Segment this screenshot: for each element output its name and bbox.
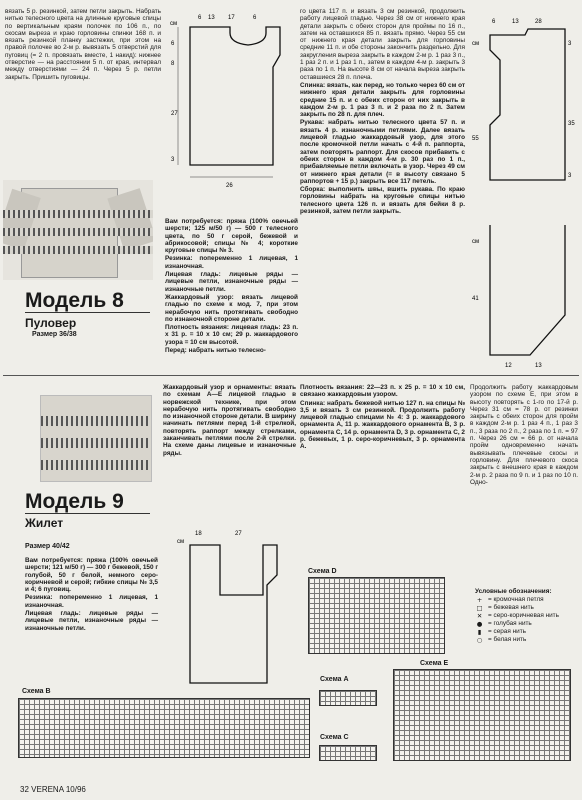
v-cm: см	[177, 539, 185, 545]
d1-side-1: 27	[171, 111, 178, 117]
scheme-b-label: Схема В	[22, 688, 51, 695]
d1-side-2: 8	[171, 61, 175, 67]
d2-side-4: 3	[568, 173, 572, 179]
d3-side: 41	[472, 296, 479, 302]
pullover-back-diagram	[470, 5, 580, 205]
model9-right-text: Продолжить работу жаккардовым узором по схеме Е, при этом в высоту повторять с 1-го по 17-й р. Через 31 см = 78 р. от резинки закрыть с обеих сторон для пройм в каждом 2-м р. 1 раз 4 п., 1 раз 3 п., 3 раза по 2 п., 2 раза по 1 п. = 97 п. Через 26 см = 66 р. от начала пройм одновременно начать вывязывать плечевые скосы и горловину. Для плечевого скоса закрыть с внешнего края в каждом 2-м р. 2 раза по 9 п. и 1 раз по 10 п. Одно-	[470, 384, 578, 486]
d1-bottom: 26	[226, 183, 233, 189]
scheme-a-label: Схема А	[320, 676, 349, 683]
d2-top-1: 6	[492, 19, 496, 25]
model9-title: Модель 9	[25, 490, 124, 513]
d2-cm: см	[472, 41, 480, 47]
d2-side-1: 3	[568, 41, 572, 47]
footer	[20, 785, 86, 794]
d1-top-4: 6	[253, 15, 257, 21]
model9-mid-text: Жаккардовый узор и орнаменты: вязать по схемам А—Е лицевой гладью в норвежской технике, при этом нерабочую нить протягивать свободно по изнаночной стороне детали. В ширину начинать петлями перед 1-й стрелкой, повторять раппорт между стрелками, заканчивать петлями после 2-й стрелки. На схеме даны лицевые и изнаночные ряды.	[163, 384, 296, 457]
d1-top-1: 6	[198, 15, 202, 21]
pullover-photo	[3, 180, 153, 280]
model8-size: Размер 36/38	[32, 331, 77, 338]
model8-subtitle: Пуловер	[25, 316, 77, 330]
legend-text-3: = голубая нить	[488, 620, 532, 627]
model9-text: Вам потребуется: пряжа (100% овечьей шерсти; 121 м/50 г) — 300 г бежевой, 150 г голубой, 50 г белой, немного серо-коричневой и серой; гибкие спицы № 3,5 и 4; 6 пуговиц. Резинка: попеременно 1 лицевая, 1 изнаночная. Лицевая гладь: лицевые ряды — лицевые петли, изнаночные ряды — изнаночные петли.	[25, 557, 158, 632]
magazine-name: VERENA 10/96	[31, 785, 86, 794]
left-top-text: вязать 5 р. резинкой, затем петли закрыть. Набрать нитью телесного цвета на длинные круговые спицы по вертикальным краям полочек по 106 п., по скосам выреза и краю горловины спинки 168 п. и вязать резинкой планку застежки, при этом на правой полочке во 2-м р. вывязать 5 отверстий для пуговиц (= 2 п. провязать вместе, 1 накид): нижнее отверстие — на расстоянии 5 п. от края, интервал между отверстиями — 24 п. Через 5 р. петли закрыть. Пришить пуговицы.	[5, 8, 161, 81]
d1-side-4: 3	[171, 157, 175, 163]
scheme-e-grid	[393, 669, 571, 761]
legend-text-5: = белая нить	[488, 636, 527, 643]
scheme-c-label: Схема С	[320, 734, 349, 741]
scheme-d-label: Схема D	[308, 568, 337, 575]
d1-top-2: 13	[208, 15, 215, 21]
legend-sym-1: □	[476, 604, 483, 612]
vest-diagram	[165, 515, 305, 690]
d2-side-3: 35	[568, 121, 575, 127]
d2-top-3: 28	[535, 19, 542, 25]
page-number: 32	[20, 785, 29, 794]
v-top-2: 27	[235, 531, 242, 537]
d1-top-3: 17	[228, 15, 235, 21]
legend-sym-5: ○	[476, 636, 483, 644]
model8-text: Вам потребуется: пряжа (100% овечьей шерсти; 125 м/50 г) — 500 г телесного цвета, по 50 г серой, бежевой и абрикосовой; спицы № 4; короткие круговые спицы № 3. Резинка: попеременно 1 лицевая, 1 изнаночная. Лицевая гладь: лицевые ряды — лицевые петли, изнаночные ряды — изнаночные петли. Жаккардовый узор: вязать лицевой гладью по схеме к мод. 7, при этом нерабочую нить протягивать свободно по изнаночной стороне детали. Плотность вязания: лицевая гладь: 23 п. х 31 р. = 10 х 10 см; 29 р. жаккардового узора = 10 см высотой. Перед: набрать нитью телесно-	[165, 218, 298, 355]
legend	[475, 588, 559, 644]
legend-sym-4: ▮	[477, 628, 482, 636]
scheme-b-grid	[18, 698, 310, 758]
sleeve-diagram	[470, 215, 580, 375]
legend-text-2: = серо-коричневая нить	[488, 612, 559, 619]
legend-text-0: = кромочная петля	[488, 596, 544, 603]
pullover-front-diagram	[168, 5, 293, 190]
d2-top-2: 13	[512, 19, 519, 25]
model9-mid-text-2: Плотность вязания: 22—23 п. х 25 р. = 10 х 10 см, связано жаккардовым узором. Спинка: набрать бежевой нитью 127 п. на спицы № 3,5 и вязать 3 см резинкой. Продолжить работу лицевой гладью спицами № 4: 3 р. жаккардового орнамента А, 11 р. жаккардового орнамента В, 3 р. орнамента С, 14 р. орнамента D, 3 р. орнамента С, 2 р. бежевых, 1 р. серо-коричневых, 3 р. орнамента А.	[300, 384, 465, 451]
d3-cm: см	[472, 239, 480, 245]
legend-sym-2: ✕	[476, 612, 483, 620]
diagram-cm-label: см	[170, 21, 178, 27]
legend-sym-3: ●	[476, 620, 483, 628]
model9-subtitle: Жилет	[25, 516, 64, 530]
d3-bottom-1: 12	[505, 363, 512, 369]
legend-sym-0: +	[476, 596, 483, 604]
legend-title: Условные обозначения:	[475, 588, 552, 595]
scheme-e-label: Схема Е	[420, 660, 449, 667]
d2-side-2: 55	[472, 136, 479, 142]
mid-col-text: го цвета 117 п. и вязать 3 см резинкой, продолжить работу лицевой гладью. Через 38 см от нижнего края детали закрыть с обеих сторон для проймы по 16 п., затем на оставшихся 85 п. вязать прямо. Через 55 см от нижнего края детали закрыть для горловины средние 11 п. и обе стороны закончить раздельно. Для закругления выреза закрыть в каждом 2-м р. 1 раз 3 п., 1 раз 2 п. и 1 раз 1 п., затем в каждом 4-м р. закрыть 3 раза по 1 п. На высоте 8 см от начала выреза закрыть оставшиеся 28 п. плеча. Спинка: вязать, как перед, но только через 60 см от нижнего края детали закрыть для горловины средние 15 п. и с обеих сторон от них закрыть в каждом 2-м р. 1 раз 3 п. и 2 раза по 2 п. Затем закрыть по 28 п. для плеч. Рукава: набрать нитью телесного цвета 57 п. и вязать 4 р. изнаночными петлями. Далее вязать лицевой гладью жаккардовый узор, для этого после кромочной петли начать с 4-й п. раппорта, затем повторять раппорт. Для скосов прибавить с обеих сторон в каждом 4-м р. 30 раз по 1 п., прибавляемые петли включать в узор. Через 49 см от нижнего края детали (= в высоту связано 5 раппортов + 15 р.) закрыть все 117 петель. Сборка: выполнить швы, вшить рукава. По краю горловины набрать на круговые спицы нитью телесного цвета 126 п. и вязать для бейки 8 р. резинкой, затем петли закрыть.	[300, 8, 465, 216]
scheme-d-grid	[308, 577, 445, 654]
scheme-c-grid	[319, 745, 377, 761]
vest-photo	[40, 395, 152, 482]
v-top-1: 18	[195, 531, 202, 537]
scheme-a-grid	[319, 690, 377, 706]
legend-text-1: = бежевая нить	[488, 604, 534, 611]
legend-text-4: = серая нить	[488, 628, 526, 635]
model9-size: Размер 40/42	[25, 543, 70, 550]
model8-title: Модель 8	[25, 289, 124, 312]
d3-bottom-2: 13	[535, 363, 542, 369]
d1-side-3: 6	[171, 41, 175, 47]
